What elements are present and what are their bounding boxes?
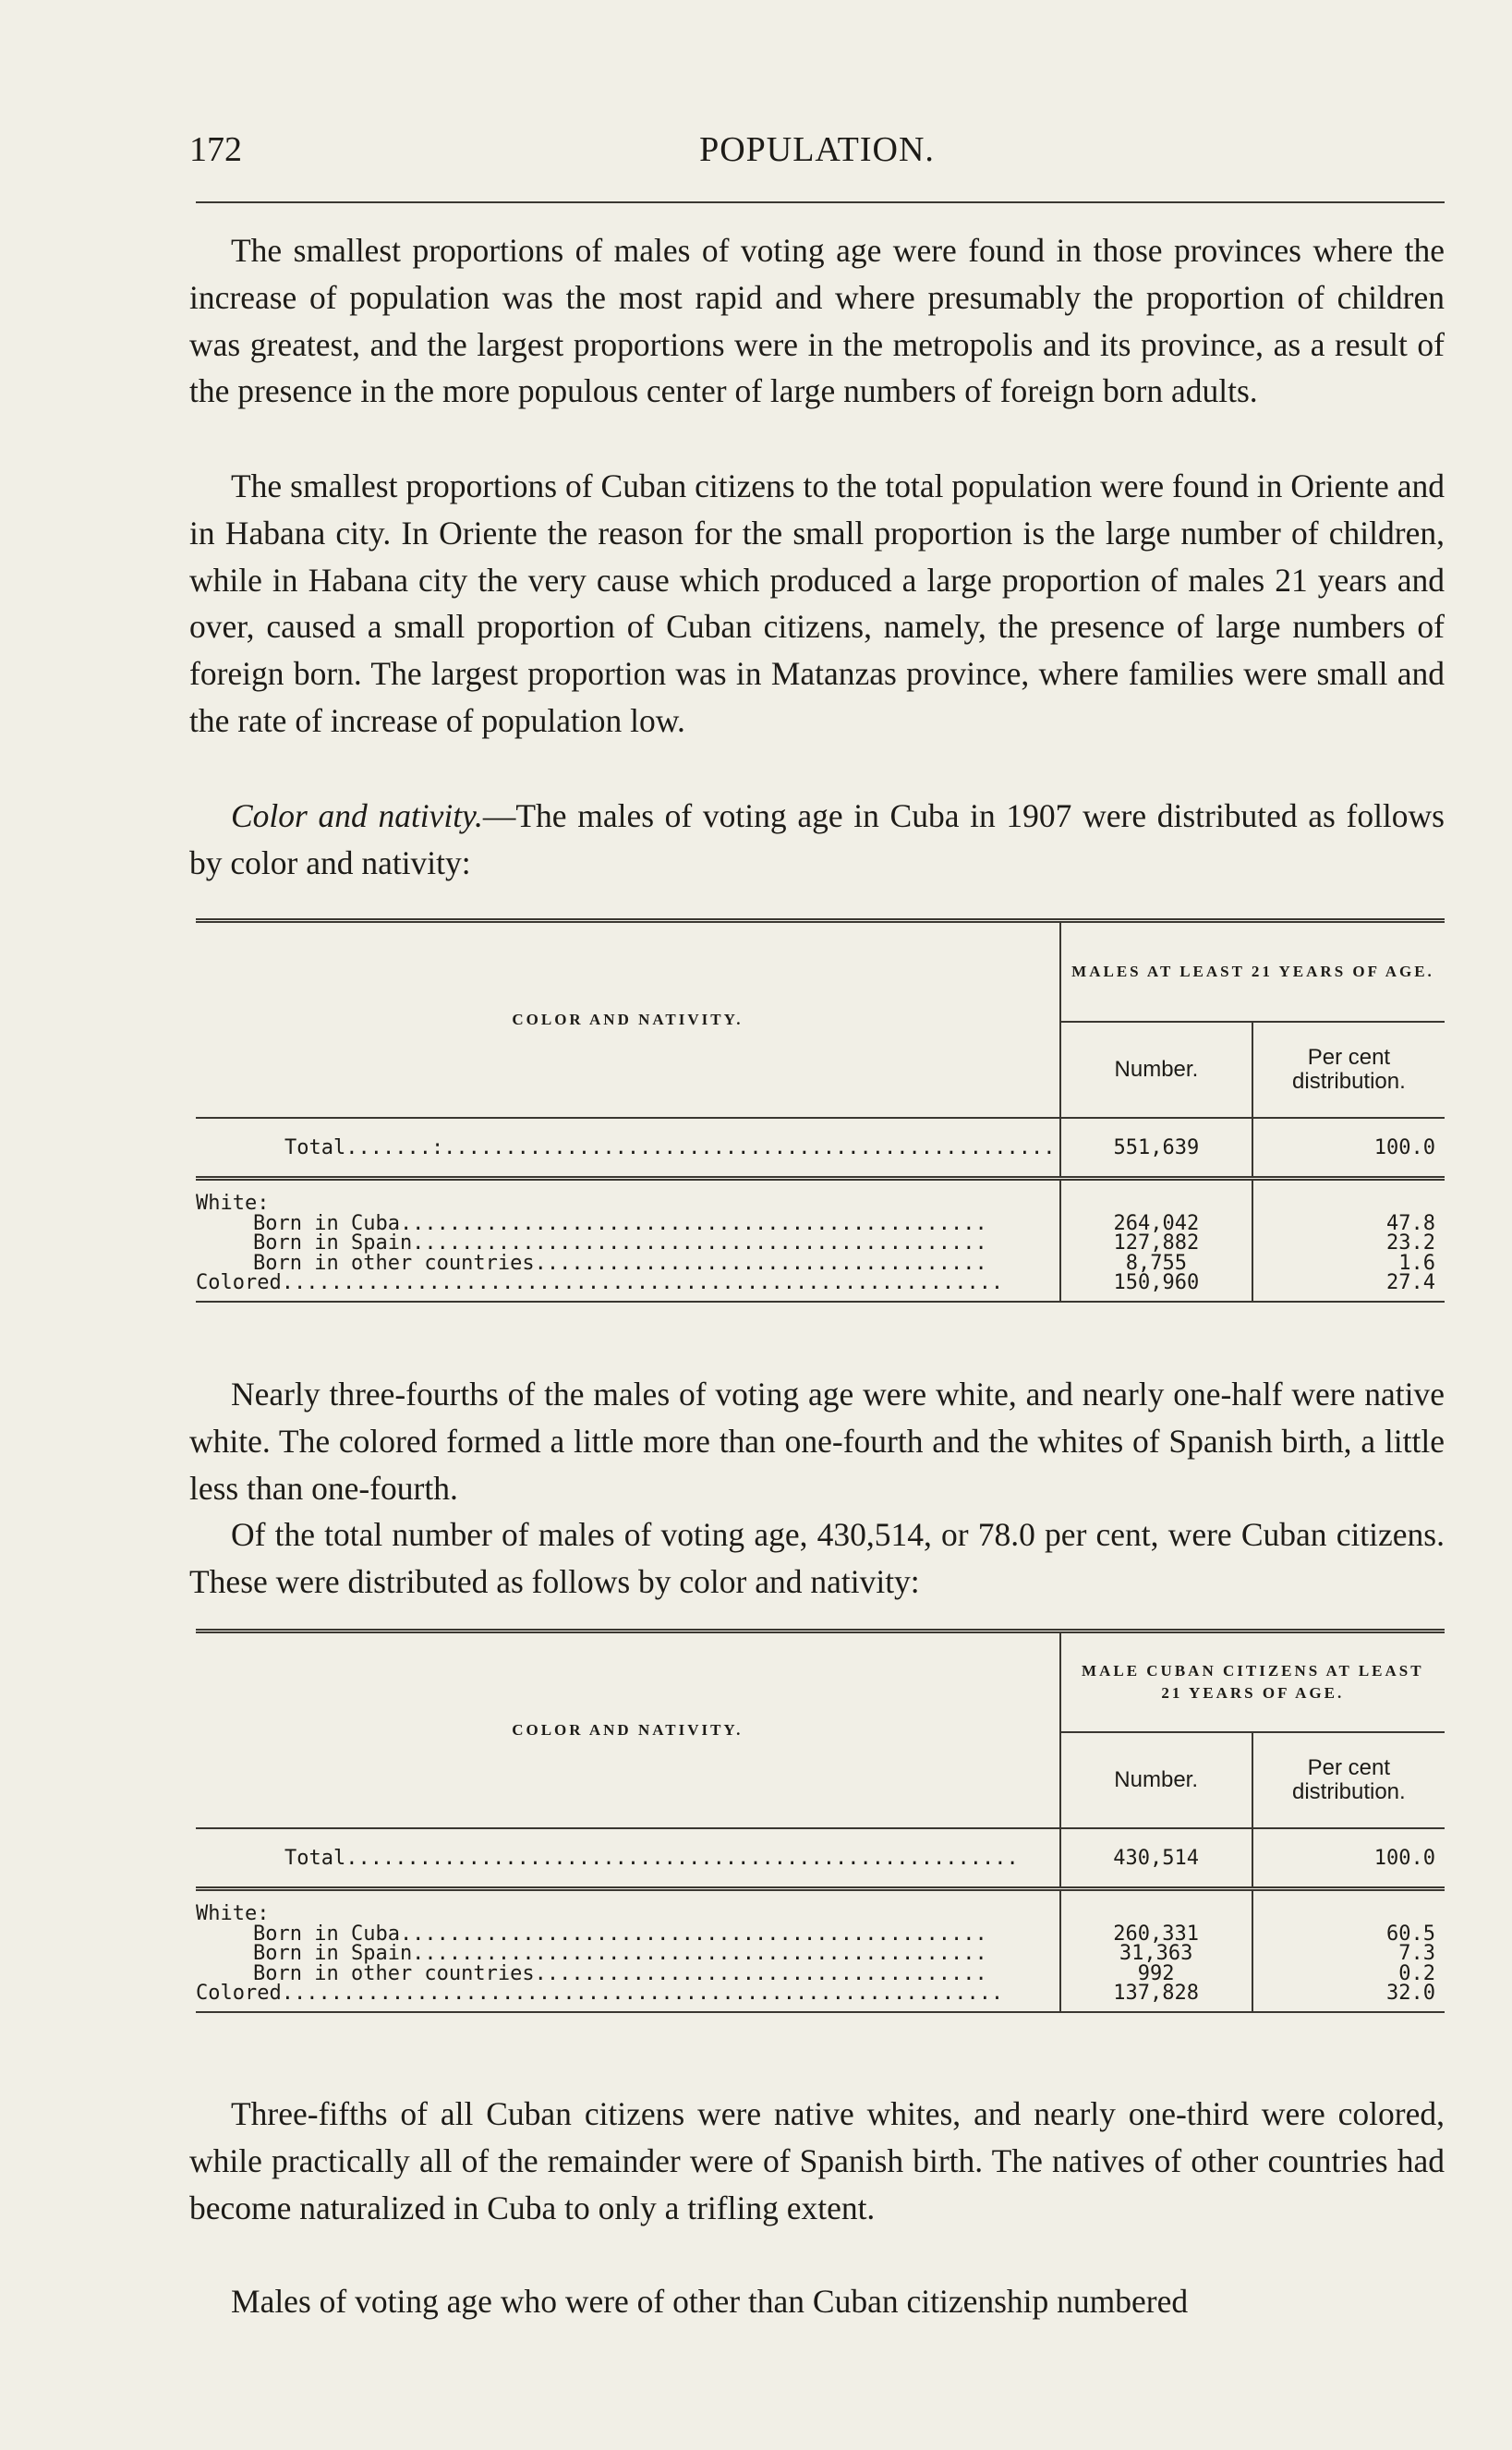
row-number: 127,882 [1113,1233,1200,1254]
row-label: Born in Spain............................................... [253,1944,987,1964]
group-header: MALES AT LEAST 21 YEARS OF AGE. [1060,921,1445,1023]
stub-header: COLOR AND NATIVITY. [196,921,1060,1119]
total-number: 430,514 [1060,1828,1252,1889]
paragraph-5: Of the total number of males of voting age, 430,514, or 78.0 per cent, were Cuban citizens. These were distributed as follows by color and nativity: [189,1516,1445,1600]
table-row-total [196,1118,1445,1179]
paragraph-4: Nearly three-fourths of the males of voting age were white, and nearly one-half were native white. The colored formed a little more than one-fourth and the whites of Spanish birth, a little less than one-fourth. [189,1376,1445,1507]
table-row-total [196,1828,1445,1889]
row-percent: 1.6 [1398,1253,1435,1273]
paragraph-3-text: —The males of voting age in Cuba in 1907 were distributed as follows by color and nativity: [189,797,1445,881]
col-percent-header: Per cent distribution. [1252,1022,1445,1118]
section-heading-color-nativity: Color and nativity. [231,797,483,834]
total-percent: 100.0 [1252,1118,1445,1179]
paragraph-3 [189,793,1445,887]
row-percent: 27.4 [1386,1273,1435,1293]
row-percent: 60.5 [1386,1923,1435,1944]
row-number: 264,042 [1113,1213,1200,1233]
row-percent: 0.2 [1398,1963,1435,1983]
group-header: MALE CUBAN CITIZENS AT LEAST 21 YEARS OF AGE. [1060,1631,1445,1733]
row-number: 31,363 [1119,1944,1193,1964]
row-percent: 47.8 [1386,1213,1435,1233]
total-number: 551,639 [1060,1118,1252,1179]
row-number: 260,331 [1113,1923,1200,1944]
page-number: 172 [189,130,242,169]
row-label: Born in other countries..................................... [253,1253,987,1273]
col-percent-header: Per cent distribution. [1252,1732,1445,1828]
row-label: Born in Cuba................................................ [253,1213,987,1233]
paragraph-1: The smallest proportions of males of voting age were found in those provinces where the increase of population was the most rapid and where presumably the proportion of children was greatest, and the largest proportions were in the metropolis and its province, as a result of the presence in the more populous center of large numbers of foreign born adults. [189,232,1445,410]
table-cuban-citizens [196,1629,1445,2013]
paragraph-7: Males of voting age who were of other than Cuban citizenship numbered [231,2283,1189,2320]
row-percent: 23.2 [1386,1233,1435,1254]
paragraph-6: Three-fifths of all Cuban citizens were native whites, and nearly one-third were colored, while practically all of the remainder were of Spanish birth. The natives of other countries had become naturalized in Cuba to only a trifling extent. [189,2095,1445,2226]
paragraph-2: The smallest proportions of Cuban citizens to the total population were found in Oriente and in Habana city. In Oriente the reason for the small proportion is the large number of children, while in Habana city the very cause which produced a large proportion of males 21 years and over, caused a small proportion of Cuban citizens, namely, the presence of large numbers of foreign born. The largest proportion was in Matanzas province, where families were small and the rate of increase of population low. [189,467,1445,739]
table-body [196,1179,1445,1302]
table-body [196,1889,1445,2012]
row-label: Born in Spain............................................... [253,1233,987,1254]
row-number: 137,828 [1113,1983,1200,2004]
running-title: POPULATION. [699,130,935,169]
row-percent: 7.3 [1398,1944,1435,1964]
row-label: White: [196,1904,270,1924]
row-number: 992 [1137,1963,1175,1983]
total-label: Total.......:.................................................. [196,1118,1060,1179]
row-number: 8,755 [1125,1253,1187,1273]
col-number-header: Number. [1060,1022,1252,1118]
table-males-voting-age [196,918,1445,1303]
row-label: Colored........................................................... [196,1273,1004,1293]
row-label: Born in other countries..................................... [253,1963,987,1983]
row-label: White: [196,1194,270,1214]
row-label: Colored........................................................... [196,1983,1004,2004]
header-rule [196,201,1445,203]
row-number: 150,960 [1113,1273,1200,1293]
page-header [189,129,1445,185]
row-label: Born in Cuba................................................ [253,1923,987,1944]
stub-header: COLOR AND NATIVITY. [196,1631,1060,1829]
total-label: Total....................................................... [196,1828,1060,1889]
col-number-header: Number. [1060,1732,1252,1828]
total-percent: 100.0 [1252,1828,1445,1889]
row-percent: 32.0 [1386,1983,1435,2004]
